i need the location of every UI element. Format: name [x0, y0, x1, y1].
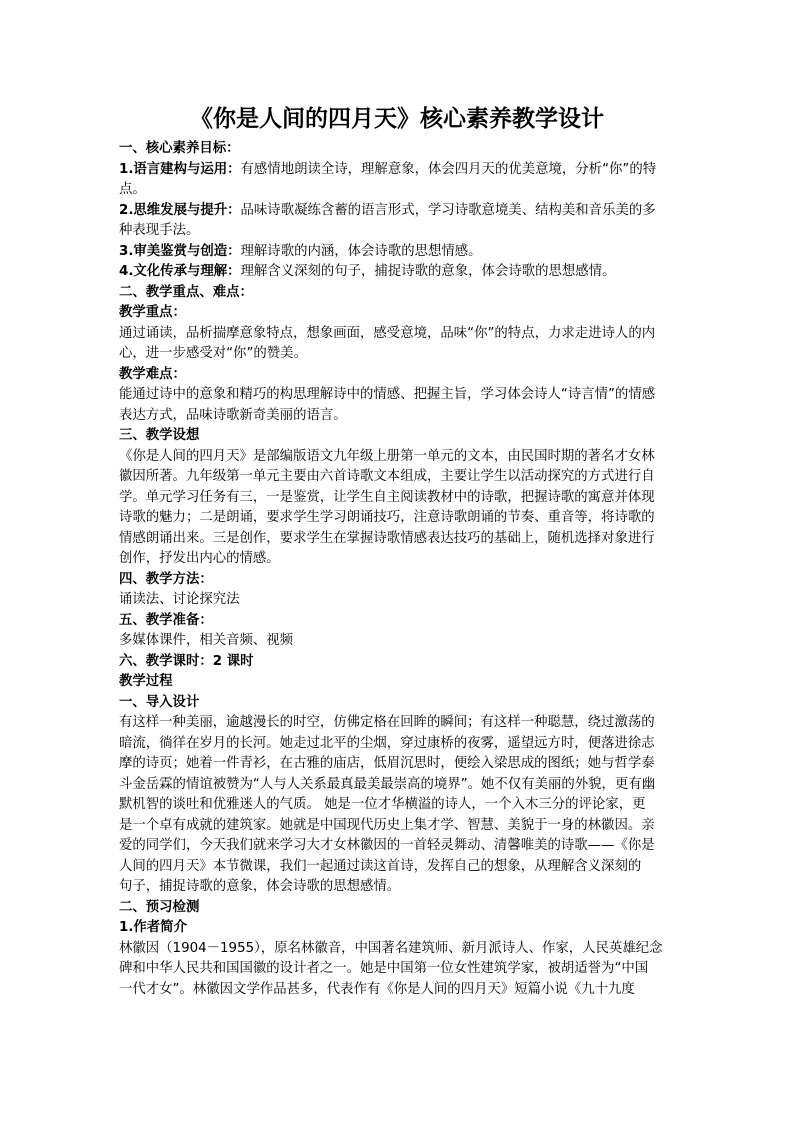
goal-2	[119, 201, 675, 222]
intro-line: 有这样一种美丽，逾越漫长的时空，仿佛定格在回眸的瞬间；有这样一种聪慧，绕过激荡的	[119, 715, 655, 730]
section-hours	[119, 652, 675, 673]
key-point-line-2: 心，进一步感受对“你”的赞美。	[119, 346, 307, 361]
subheading-difficulty: 教学难点：	[119, 366, 186, 382]
goal-3	[119, 242, 675, 263]
author-line: 一代才女”。林徽因文学作品甚多，代表作有《你是人间的四月天》短篇小说《九十九度	[119, 981, 635, 997]
intro-line: 暗流，徜徉在岁月的长河。她走过北平的尘烟，穿过康桥的夜雾，遥望远方时，便落进徐志	[119, 735, 655, 751]
section-heading-teaching-idea: 三、教学设想	[119, 428, 200, 443]
key-point-line-1: 通过诵读，品析揣摩意象特点，想象画面，感受意境，品味“你”的特点，力求走进诗人的内	[119, 325, 656, 341]
document-body	[119, 139, 675, 1000]
goal-3-text: 理解诗歌的内涵，体会诗歌的思想情感。	[240, 243, 482, 259]
goal-3-label: 3.审美鉴赏与创造：	[119, 243, 241, 259]
subheading-intro: 一、导入设计	[119, 694, 200, 710]
idea-line: 《你是人间的四月天》是部编版语文九年级上册第一单元的文本，由民国时期的著名才女林	[119, 448, 655, 464]
intro-line: 句子，捕捉诗歌的意象，体会诗歌的思想感情。	[119, 879, 401, 894]
document-title: 《你是人间的四月天》核心素养教学设计	[190, 106, 604, 132]
goal-1-label: 1.语言建构与运用：	[119, 161, 241, 177]
idea-line: 学。单元学习任务有三，一是鉴赏，让学生自主阅读教材中的诗歌，把握诗歌的寓意并体现	[119, 489, 655, 505]
section-heading-method: 四、教学方法：	[119, 571, 213, 587]
intro-line: 是一个卓有成就的建筑家。她就是中国现代历史上集才学、智慧、美貌于一身的林徽因。亲	[119, 817, 655, 833]
subheading-author: 1.作者简介	[119, 920, 187, 935]
section-heading-key-points: 二、教学重点、难点：	[119, 284, 253, 300]
author-line: 碑和中华人民共和国国徽的设计者之一。她是中国第一位女性建筑学家，被胡适誉为“中国	[119, 961, 649, 976]
subheading-preview: 二、预习检测	[119, 899, 200, 915]
goal-4-text: 理解含义深刻的句子，捕捉诗歌的意象，体会诗歌的思想感情。	[240, 264, 616, 279]
hours-value: 2 课时	[212, 653, 254, 669]
goal-4	[119, 262, 675, 283]
idea-line: 情感朗诵出来。三是创作，要求学生在掌握诗歌情感表达技巧的基础上，随机选择对象进行	[119, 530, 655, 546]
goal-1	[119, 160, 675, 181]
preparation-text: 多媒体课件，相关音频、视频	[119, 633, 294, 648]
section-heading-preparation: 五、教学准备：	[119, 612, 213, 628]
section-heading-hours: 六、教学课时：	[119, 653, 213, 669]
intro-line: 默机智的谈吐和优雅迷人的气质。 她是一位才华横溢的诗人，一个入木三分的评论家，更	[119, 797, 646, 812]
intro-line: 摩的诗页；她着一件青衫，在古雅的庙店，低眉沉思时，便绘入梁思成的图纸；她与哲学泰	[119, 756, 655, 771]
section-heading-goals: 一、核心素养目标：	[119, 141, 240, 156]
goal-1-continued: 点。	[119, 182, 146, 197]
goal-4-label: 4.文化传承与理解：	[119, 264, 241, 279]
intro-line: 人间的四月天》本节微课，我们一起通过读这首诗，发挥自己的想象，从理解含义深刻的	[119, 858, 642, 874]
intro-line: 爱的同学们，今天我们就来学习大才女林徽因的一首轻灵舞动、清馨唯美的诗歌——《你是	[119, 838, 655, 853]
goal-2-continued: 种表现手法。	[119, 223, 200, 238]
intro-line: 斗金岳霖的情谊被赞为“人与人关系最真最美最崇高的境界”。她不仅有美丽的外貌，更有幽	[119, 776, 656, 792]
goal-2-label: 2.思维发展与提升：	[119, 202, 241, 218]
process-heading: 教学过程	[119, 674, 173, 689]
method-text: 诵读法、讨论探究法	[119, 592, 240, 607]
difficulty-line-2: 表达方式，品味诗歌新奇美丽的语言。	[119, 407, 347, 423]
subheading-key-point: 教学重点：	[119, 305, 186, 320]
idea-line: 徽因所著。九年级第一单元主要由六首诗歌文本组成，主要让学生以活动探究的方式进行自	[119, 469, 655, 484]
goal-1-text: 有感情地朗读全诗，理解意象，体会四月天的优美意境，分析“你”的特	[240, 161, 657, 177]
idea-line: 诗歌的魅力；二是朗诵，要求学生学习朗诵技巧，注意诗歌朗诵的节奏、重音等，将诗歌的	[119, 510, 655, 525]
difficulty-line-1: 能通过诗中的意象和精巧的构思理解诗中的情感、把握主旨，学习体会诗人“诗言情”的情感	[119, 387, 656, 402]
idea-line: 创作，抒发出内心的情感。	[119, 551, 280, 566]
goal-2-text: 品味诗歌凝练含蓄的语言形式，学习诗歌意境美、结构美和音乐美的多	[240, 202, 656, 218]
author-line: 林徽因（1904－1955），原名林徽音，中国著名建筑师、新月派诗人、作家，人民英雄纪念	[119, 940, 663, 956]
